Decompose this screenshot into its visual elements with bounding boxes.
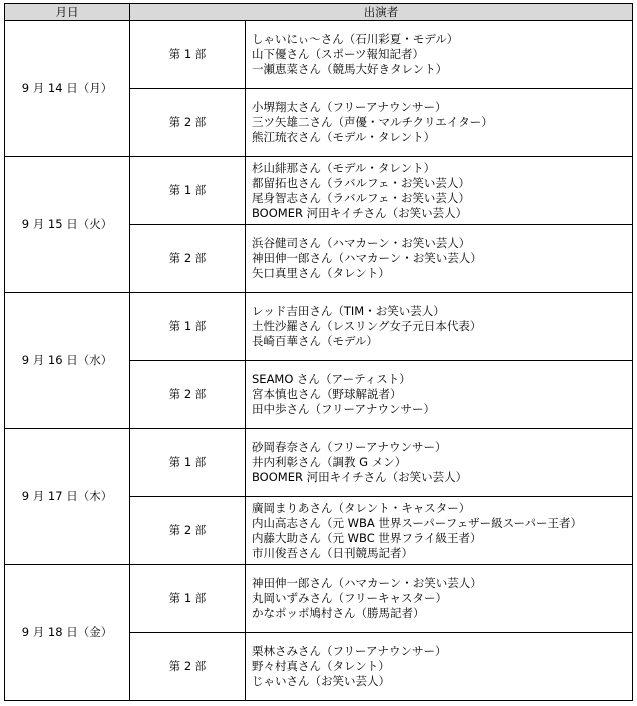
part-label: 第 1 部: [130, 293, 246, 361]
schedule-body: [5, 21, 633, 701]
performer-entry: 杉山緋那さん（モデル・タレント）: [252, 160, 436, 175]
date-cell: 9 月 16 日（水）: [5, 293, 130, 429]
performers-cell: [246, 225, 633, 293]
performer-entry: 一瀬恵菜さん（競馬大好きタレント）: [252, 62, 448, 76]
date-cell: 9 月 15 日（火）: [5, 157, 130, 293]
performers-cell: [246, 157, 633, 225]
performers-cell: [246, 429, 633, 497]
performer-entry: 宮本慎也さん（野球解説者）: [252, 387, 402, 401]
part-label: 第 2 部: [130, 497, 246, 565]
performer-entry: しゃいにぃ～さん（石川彩夏・モデル）: [252, 32, 459, 46]
part-label: 第 1 部: [130, 429, 246, 497]
performer-entry: 神田伸一郎さん（ハマカーン・お笑い芸人）: [252, 576, 482, 590]
header-row: [5, 4, 633, 21]
performers-cell: [246, 293, 633, 361]
performer-entry: 長崎百華さん（モデル）: [252, 334, 378, 348]
performer-entry: 田中歩さん（フリーアナウンサー）: [252, 402, 435, 416]
schedule-row: [5, 293, 633, 361]
date-cell: 9 月 18 日（金）: [5, 565, 130, 701]
performer-entry: 都留拓也さん（ラバルフェ・お笑い芸人）: [252, 175, 470, 190]
performer-entry: じゃいさん（お笑い芸人）: [252, 674, 390, 688]
performer-entry: BOOMER 河田キイチさん（お笑い芸人）: [252, 205, 468, 220]
part-label: 第 1 部: [130, 21, 246, 89]
performers-cell: [246, 361, 633, 429]
performer-entry: 三ツ矢雄二さん（声優・マルチクリエイター）: [252, 115, 493, 129]
performer-entry: BOOMER 河田キイチさん（お笑い芸人）: [252, 470, 468, 484]
schedule-row: [5, 157, 633, 225]
part-label: 第 2 部: [130, 89, 246, 157]
schedule-row: [5, 429, 633, 497]
performer-schedule-table: [4, 3, 633, 701]
date-cell: 9 月 17 日（木）: [5, 429, 130, 565]
performer-entry: 矢口真里さん（タレント）: [252, 266, 390, 280]
performers-cell: [246, 89, 633, 157]
performers-cell: [246, 633, 633, 701]
performer-entry: 廣岡まりあさん（タレント・キャスター）: [252, 500, 471, 515]
performer-entry: 山下優さん（スポーツ報知記者）: [252, 47, 425, 61]
performer-entry: 市川俊吾さん（日刊競馬記者）: [252, 545, 413, 560]
performer-entry: 内藤大助さん（元 WBC 世界フライ級王者）: [252, 530, 482, 545]
performer-entry: SEAMO さん（アーティスト）: [252, 372, 411, 386]
performer-entry: 尾身智志さん（ラバルフェ・お笑い芸人）: [252, 190, 470, 205]
performer-entry: 小堺翔太さん（フリーアナウンサー）: [252, 100, 447, 114]
performer-entry: 土性沙羅さん（レスリング女子元日本代表）: [252, 319, 482, 333]
schedule-row: [5, 21, 633, 89]
part-label: 第 2 部: [130, 225, 246, 293]
performer-entry: かなポッポ鳩村さん（勝馬記者）: [252, 606, 425, 620]
part-label: 第 1 部: [130, 565, 246, 633]
performer-entry: 砂岡春奈さん（フリーアナウンサー）: [252, 440, 447, 454]
performer-entry: 神田伸一郎さん（ハマカーン・お笑い芸人）: [252, 251, 482, 265]
part-label: 第 2 部: [130, 633, 246, 701]
schedule-row: [5, 565, 633, 633]
part-label: 第 1 部: [130, 157, 246, 225]
header-date: 月日: [5, 4, 130, 21]
date-cell: 9 月 14 日（月）: [5, 21, 130, 157]
performers-cell: [246, 497, 633, 565]
performer-entry: 熊江琉衣さん（モデル・タレント）: [252, 130, 436, 144]
performer-entry: 内山高志さん（元 WBA 世界スーパーフェザー級スーパー王者）: [252, 515, 582, 530]
performer-entry: 栗林さみさん（フリーアナウンサー）: [252, 644, 447, 658]
performer-entry: レッド吉田さん（TIM・お笑い芸人）: [252, 304, 445, 318]
performer-entry: 丸岡いずみさん（フリーキャスター）: [252, 591, 448, 605]
performers-cell: [246, 565, 633, 633]
performer-entry: 野々村真さん（タレント）: [252, 659, 390, 673]
part-label: 第 2 部: [130, 361, 246, 429]
performer-entry: 浜谷健司さん（ハマカーン・お笑い芸人）: [252, 236, 471, 250]
header-performers: 出演者: [130, 4, 633, 21]
performers-cell: [246, 21, 633, 89]
performer-entry: 井内利彰さん（調教 G メン）: [252, 455, 407, 469]
